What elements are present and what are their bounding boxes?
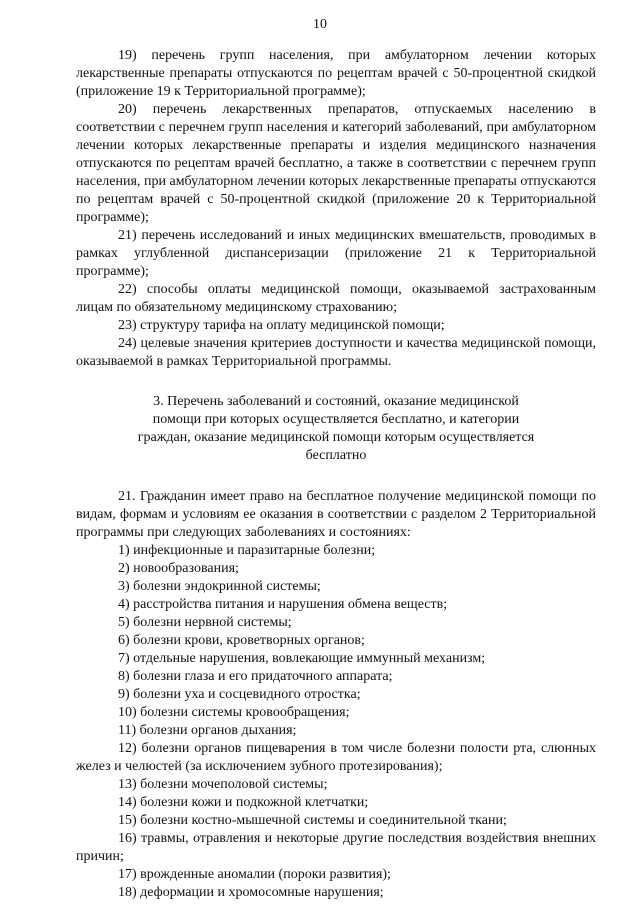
condition-item: 14) болезни кожи и подкожной клетчатки; (118, 795, 369, 810)
list-item-19: 19) перечень групп населения, при амбулаторном лечении которых лекарственные препараты отпускаются по рецептам врачей с 50-процентной скидкой (приложение 19 к Территориальной программе); (76, 48, 596, 99)
condition-item: 2) новообразования; (118, 561, 239, 576)
list-item-23: 23) структуру тарифа на оплату медицинской помощи; (118, 318, 445, 333)
spacer (76, 465, 596, 488)
condition-item: 4) расстройства питания и нарушения обмена веществ; (118, 597, 448, 612)
list-item-20: 20) перечень лекарственных препаратов, отпускаемых населению в соответствии с перечнем групп населения и категорий заболеваний, при амбулаторном лечении которых лекарственные препараты и изделия медицинского назначения отпускаются по рецептам врачей бесплатно, а также в соответствии с перечнем групп населения, при амбулаторном лечении которых лекарственные препараты отпускаются по рецептам врачей с 50-процентной скидкой (приложение 20 к Территориальной программе); (76, 102, 596, 225)
condition-item: 1) инфекционные и паразитарные болезни; (118, 543, 376, 558)
condition-item: 15) болезни костно-мышечной системы и соединительной ткани; (118, 813, 507, 828)
list-item-21: 21) перечень исследований и иных медицинских вмешательств, проводимых в рамках углубленной диспансеризации (приложение 21 к Территориальной программе); (76, 228, 596, 279)
condition-item: 10) болезни системы кровообращения; (118, 705, 350, 720)
document-body (76, 47, 596, 902)
condition-item: 6) болезни крови, кроветворных органов; (118, 633, 365, 648)
intro-paragraph: 21. Гражданин имеет право на бесплатное получение медицинской помощи по видам, формам и условиям ее оказания в соответствии с разделом 2 Территориальной программы при следующих заболеваниях и состояниях: (76, 489, 596, 540)
condition-item: 7) отдельные нарушения, вовлекающие иммунный механизм; (118, 651, 486, 666)
spacer (76, 371, 596, 393)
condition-item: 3) болезни эндокринной системы; (118, 579, 321, 594)
list-item-22: 22) способы оплаты медицинской помощи, оказываемой застрахованным лицам по обязательному медицинскому страхованию; (76, 282, 596, 315)
condition-item: 13) болезни мочеполовой системы; (118, 777, 328, 792)
page-number: 10 (313, 17, 327, 32)
condition-item: 8) болезни глаза и его придаточного аппарата; (118, 669, 393, 684)
condition-item: 16) травмы, отравления и некоторые другие последствия воздействия внешних причин; (76, 831, 596, 864)
condition-item: 12) болезни органов пищеварения в том числе болезни полости рта, слюнных желез и челюстей (за исключением зубного протезирования); (76, 741, 596, 774)
condition-item: 17) врожденные аномалии (пороки развития); (118, 867, 391, 882)
condition-item: 9) болезни уха и сосцевидного отростка; (118, 687, 361, 702)
section-heading: 3. Перечень заболеваний и состояний, оказание медицинской помощи при которых осуществляется бесплатно, и категории граждан, оказание медицинской помощи которым осуществляется бесплатно (137, 394, 535, 463)
condition-item: 11) болезни органов дыхания; (118, 723, 297, 738)
condition-item: 5) болезни нервной системы; (118, 615, 292, 630)
list-item-24: 24) целевые значения критериев доступности и качества медицинской помощи, оказываемой в рамках Территориальной программы. (76, 336, 596, 369)
condition-item: 18) деформации и хромосомные нарушения; (118, 885, 384, 900)
conditions-list (76, 542, 596, 902)
